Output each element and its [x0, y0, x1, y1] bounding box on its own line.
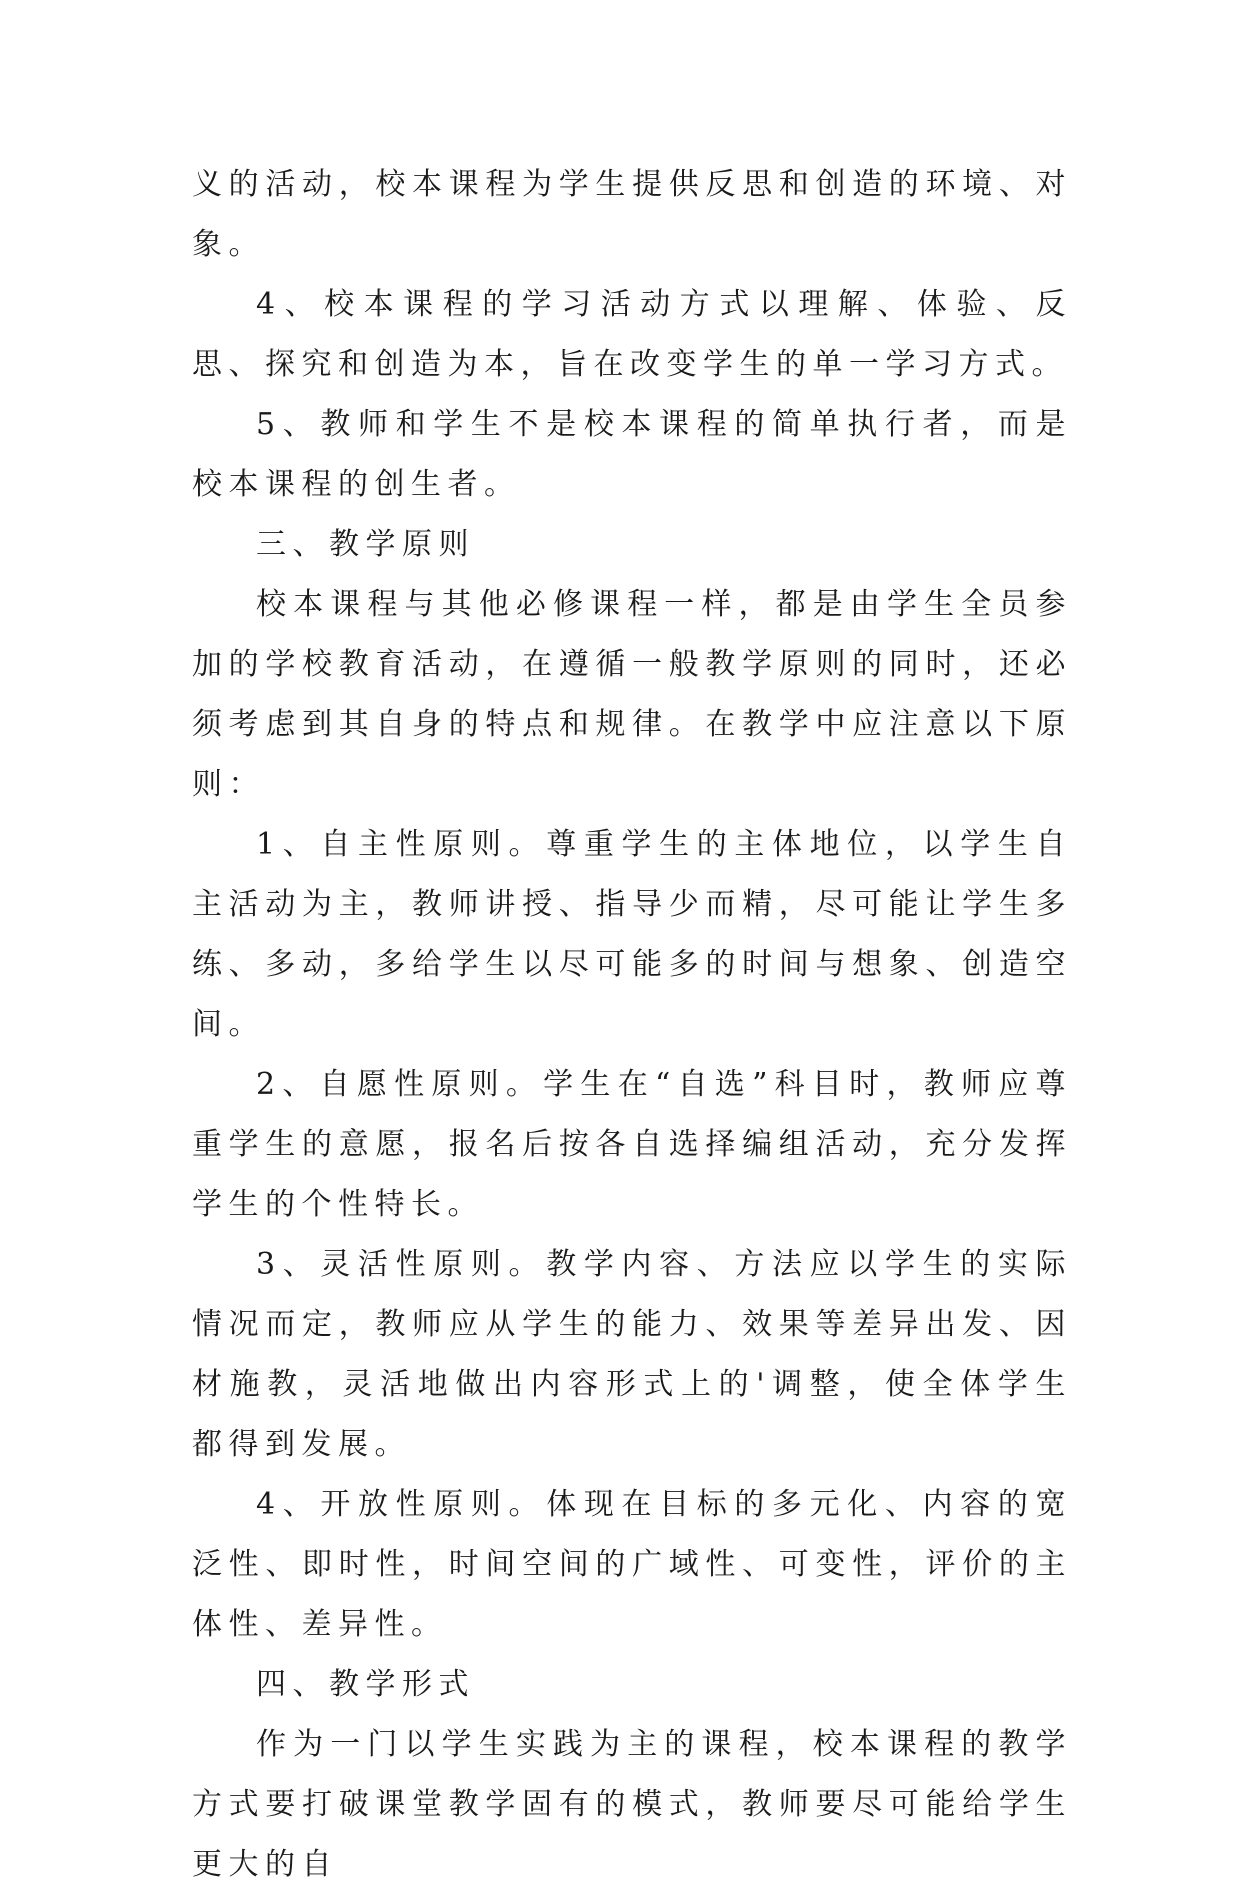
- paragraph-teaching-forms: 作为一门以学生实践为主的课程，校本课程的教学方式要打破课堂教学固有的模式，教师要尽可能给学生更大的自: [192, 1727, 1072, 1882]
- paragraph-principle-voluntary: 2、自愿性原则。学生在“自选”科目时，教师应尊重学生的意愿，报名后按各自选择编组活动，充分发挥学生的个性特长。: [192, 1067, 1072, 1222]
- paragraph-principle-flexibility: 3、灵活性原则。教学内容、方法应以学生的实际情况而定，教师应从学生的能力、效果等差异出发、因材施教，灵活地做出内容形式上的'调整，使全体学生都得到发展。: [192, 1247, 1072, 1462]
- paragraph-item-4-learning-mode: 4、校本课程的学习活动方式以理解、体验、反思、探究和创造为本，旨在改变学生的单一学习方式。: [192, 287, 1072, 382]
- paragraph-principle-openness: 4、开放性原则。体现在目标的多元化、内容的宽泛性、即时性，时间空间的广域性、可变性，评价的主体性、差异性。: [192, 1487, 1072, 1642]
- paragraph-principle-autonomy: 1、自主性原则。尊重学生的主体地位，以学生自主活动为主，教师讲授、指导少而精，尽可能让学生多练、多动，多给学生以尽可能多的时间与想象、创造空间。: [192, 827, 1072, 1042]
- section-heading-teaching-principles: 三、教学原则: [256, 527, 475, 562]
- paragraph-principles-intro: 校本课程与其他必修课程一样，都是由学生全员参加的学校教育活动，在遵循一般教学原则的同时，还必须考虑到其自身的特点和规律。在教学中应注意以下原则：: [192, 587, 1072, 802]
- paragraph-item-5-creators: 5、教师和学生不是校本课程的简单执行者，而是校本课程的创生者。: [192, 407, 1072, 502]
- document-page: [192, 155, 1072, 1895]
- paragraph-continuation: 义的活动，校本课程为学生提供反思和创造的环境、对象。: [192, 167, 1072, 262]
- section-heading-teaching-forms: 四、教学形式: [256, 1667, 475, 1702]
